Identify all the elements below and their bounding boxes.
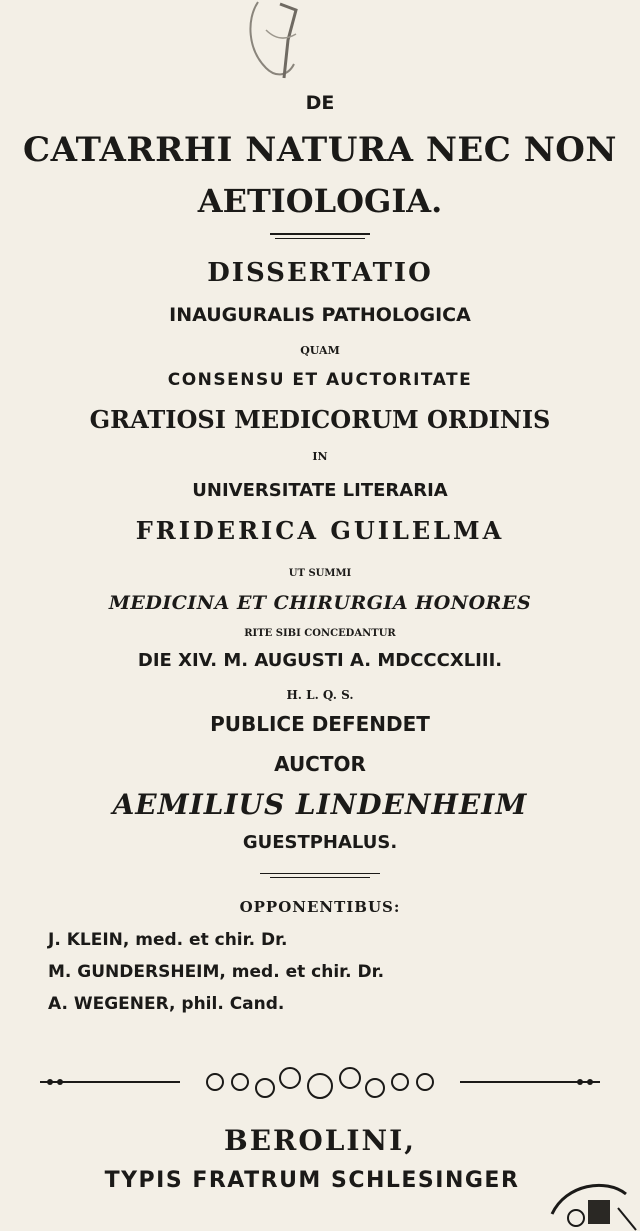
rite-line: RITE SIBI CONCEDANTUR	[244, 628, 396, 639]
dissertatio-heading: DISSERTATIO	[207, 258, 433, 288]
dissertation-quam: QUAM	[300, 344, 340, 357]
auctor: AUCTOR	[274, 752, 366, 776]
title-divider-thin	[275, 238, 365, 239]
ornament-border-icon	[40, 1060, 600, 1110]
ut-summi: UT SUMMI	[288, 568, 352, 579]
imprint-printer: TYPIS FRATRUM SCHLESINGER	[104, 1168, 520, 1193]
dissertation-line-1: INAUGURALIS PATHOLOGICA	[169, 304, 471, 326]
opponent-2: M. GUNDERSHEIM, med. et chir. Dr.	[48, 962, 385, 982]
university-name: FRIDERICA GUILELMA	[135, 516, 505, 545]
author-name: AEMILIUS LINDENHEIM	[112, 788, 528, 821]
dissertation-in: IN	[312, 450, 328, 463]
dissertation-line-4: UNIVERSITATE LITERARIA	[192, 480, 448, 501]
imprint-city: BEROLINI,	[224, 1124, 416, 1157]
opponent-3: A. WEGENER, phil. Cand.	[48, 994, 285, 1014]
hlqs: H. L. Q. S.	[286, 688, 354, 702]
title-de: DE	[305, 92, 335, 114]
defense-date: DIE XIV. M. AUGUSTI A. MDCCCXLIII.	[137, 650, 503, 671]
publice-defendet: PUBLICE DEFENDET	[210, 712, 430, 736]
opponents-divider-thin	[270, 877, 370, 878]
title-line-2: AETIOLOGIA.	[197, 182, 443, 220]
opponent-1: J. KLEIN, med. et chir. Dr.	[48, 930, 288, 950]
library-seal-icon	[546, 1178, 640, 1231]
author-origin: GUESTPHALUS.	[242, 832, 398, 853]
dissertation-line-2: CONSENSU ET AUCTORITATE	[167, 370, 473, 390]
opponents-heading: OPPONENTIBUS:	[239, 898, 401, 916]
dissertation-line-3: GRATIOSI MEDICORUM ORDINIS	[89, 405, 551, 434]
honors-line: MEDICINA ET CHIRURGIA HONORES	[108, 592, 532, 614]
title-line-1: CATARRHI NATURA NEC NON	[23, 130, 617, 170]
library-stamp-icon	[236, 0, 326, 90]
opponents-divider	[260, 873, 380, 874]
title-divider	[270, 233, 370, 235]
